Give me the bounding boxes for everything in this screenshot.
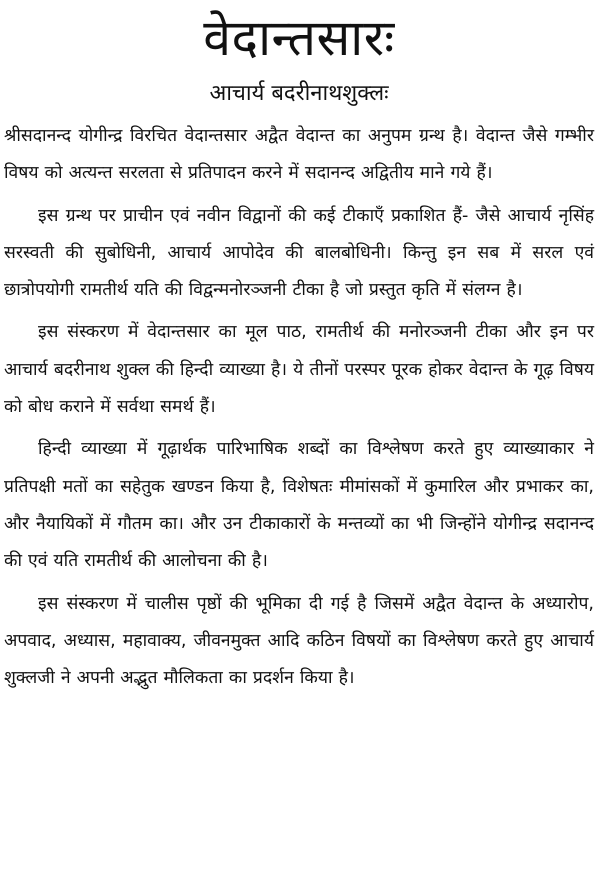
author-name: आचार्य बदरीनाथशुक्लः	[209, 81, 389, 106]
body-text	[4, 118, 594, 697]
paragraph-1: श्रीसदानन्द योगीन्द्र विरचित वेदान्तसार अद्वैत वेदान्त का अनुपम ग्रन्थ है। वेदान्त जैसे गम्भीर विषय को अत्यन्त सरलता से प्रतिपादन करने में सदानन्द अद्वितीय माने गये हैं।	[4, 126, 594, 184]
paragraph-5: इस संस्करण में चालीस पृष्ठों की भूमिका दी गई है जिसमें अद्वैत वेदान्त के अध्यारोप, अपवाद, अध्यास, महावाक्य, जीवनमुक्त आदि कठिन विषयों का विश्लेषण करते हुए आचार्य शुक्लजी ने अपनी अद्भुत मौलिकता का प्रदर्शन किया है।	[4, 593, 594, 689]
page-title: वेदान्तसारः	[203, 9, 395, 67]
paragraph-3: इस संस्करण में वेदान्तसार का मूल पाठ, रामतीर्थ की मनोरञ्जनी टीका और इन पर आचार्य बदरीनाथ शुक्ल की हिन्दी व्याख्या है। ये तीनों परस्पर पूरक होकर वेदान्त के गूढ़ विषय को बोध कराने में सर्वथा समर्थ हैं।	[4, 322, 594, 418]
paragraph-2: इस ग्रन्थ पर प्राचीन एवं नवीन विद्वानों की कई टीकाएँ प्रकाशित हैं- जैसे आचार्य नृसिंह सरस्वती की सुबोधिनी, आचार्य आपोदेव की बालबोधिनी। किन्तु इन सब में सरल एवं छात्रोपयोगी रामतीर्थ यति की विद्वन्मनोरञ्जनी टीका है जो प्रस्तुत कृति में संलग्न है।	[4, 205, 594, 301]
paragraph-4: हिन्दी व्याख्या में गूढ़ार्थक पारिभाषिक शब्दों का विश्लेषण करते हुए व्याख्याकार ने प्रतिपक्षी मतों का सहेतुक खण्डन किया है, विशेषतः मीमांसकों में कुमारिल और प्रभाकर का, और नैयायिकों में गौतम का। और उन टीकाकारों के मन्तव्यों का भी जिन्होंने योगीन्द्र सदानन्द की एवं यति रामतीर्थ की आलोचना की है।	[4, 439, 594, 572]
